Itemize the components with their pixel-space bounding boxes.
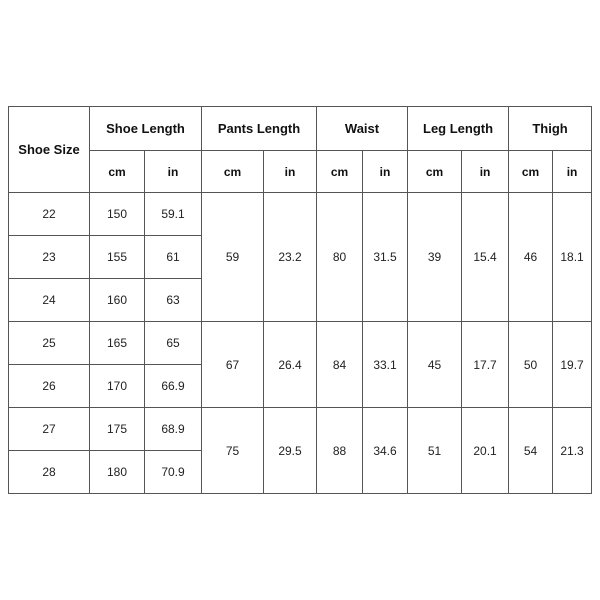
header-row bbox=[9, 107, 592, 151]
header-pants-length: Pants Length bbox=[202, 107, 317, 151]
cell-waist-in: 34.6 bbox=[363, 408, 408, 494]
unit-leg-in: in bbox=[462, 151, 509, 193]
cell-pants-length-in: 29.5 bbox=[264, 408, 317, 494]
cell-shoe-size: 23 bbox=[9, 236, 90, 279]
cell-shoe-size: 27 bbox=[9, 408, 90, 451]
cell-leg-length-cm: 45 bbox=[408, 322, 462, 408]
cell-shoe-length-in: 63 bbox=[145, 279, 202, 322]
header-shoe-size: Shoe Size bbox=[9, 107, 90, 193]
unit-leg-cm: cm bbox=[408, 151, 462, 193]
cell-shoe-length-in: 59.1 bbox=[145, 193, 202, 236]
cell-pants-length-in: 23.2 bbox=[264, 193, 317, 322]
unit-shoe-in: in bbox=[145, 151, 202, 193]
header-leg-length: Leg Length bbox=[408, 107, 509, 151]
cell-shoe-length-cm: 155 bbox=[90, 236, 145, 279]
cell-leg-length-cm: 39 bbox=[408, 193, 462, 322]
cell-shoe-size: 22 bbox=[9, 193, 90, 236]
cell-shoe-size: 25 bbox=[9, 322, 90, 365]
cell-shoe-length-in: 66.9 bbox=[145, 365, 202, 408]
cell-thigh-cm: 46 bbox=[509, 193, 553, 322]
cell-leg-length-cm: 51 bbox=[408, 408, 462, 494]
cell-shoe-size: 28 bbox=[9, 451, 90, 494]
unit-pants-cm: cm bbox=[202, 151, 264, 193]
table-row bbox=[9, 408, 592, 451]
cell-waist-cm: 84 bbox=[317, 322, 363, 408]
cell-shoe-length-cm: 175 bbox=[90, 408, 145, 451]
cell-leg-length-in: 17.7 bbox=[462, 322, 509, 408]
cell-pants-length-cm: 59 bbox=[202, 193, 264, 322]
cell-shoe-length-cm: 170 bbox=[90, 365, 145, 408]
unit-waist-cm: cm bbox=[317, 151, 363, 193]
cell-shoe-length-cm: 165 bbox=[90, 322, 145, 365]
cell-shoe-length-in: 61 bbox=[145, 236, 202, 279]
unit-thigh-in: in bbox=[553, 151, 592, 193]
cell-thigh-in: 18.1 bbox=[553, 193, 592, 322]
cell-waist-in: 33.1 bbox=[363, 322, 408, 408]
cell-shoe-size: 24 bbox=[9, 279, 90, 322]
cell-pants-length-cm: 67 bbox=[202, 322, 264, 408]
cell-thigh-cm: 50 bbox=[509, 322, 553, 408]
cell-leg-length-in: 20.1 bbox=[462, 408, 509, 494]
cell-shoe-length-in: 65 bbox=[145, 322, 202, 365]
unit-shoe-cm: cm bbox=[90, 151, 145, 193]
unit-waist-in: in bbox=[363, 151, 408, 193]
cell-shoe-length-in: 68.9 bbox=[145, 408, 202, 451]
size-chart-table bbox=[8, 106, 592, 494]
cell-waist-cm: 80 bbox=[317, 193, 363, 322]
unit-pants-in: in bbox=[264, 151, 317, 193]
unit-row bbox=[9, 151, 592, 193]
header-shoe-length: Shoe Length bbox=[90, 107, 202, 151]
header-thigh: Thigh bbox=[509, 107, 592, 151]
cell-waist-cm: 88 bbox=[317, 408, 363, 494]
cell-shoe-length-in: 70.9 bbox=[145, 451, 202, 494]
cell-waist-in: 31.5 bbox=[363, 193, 408, 322]
table-row bbox=[9, 193, 592, 236]
cell-shoe-size: 26 bbox=[9, 365, 90, 408]
cell-pants-length-in: 26.4 bbox=[264, 322, 317, 408]
cell-shoe-length-cm: 150 bbox=[90, 193, 145, 236]
cell-shoe-length-cm: 180 bbox=[90, 451, 145, 494]
cell-thigh-cm: 54 bbox=[509, 408, 553, 494]
cell-thigh-in: 21.3 bbox=[553, 408, 592, 494]
cell-thigh-in: 19.7 bbox=[553, 322, 592, 408]
cell-leg-length-in: 15.4 bbox=[462, 193, 509, 322]
header-waist: Waist bbox=[317, 107, 408, 151]
cell-pants-length-cm: 75 bbox=[202, 408, 264, 494]
table-row bbox=[9, 322, 592, 365]
cell-shoe-length-cm: 160 bbox=[90, 279, 145, 322]
unit-thigh-cm: cm bbox=[509, 151, 553, 193]
